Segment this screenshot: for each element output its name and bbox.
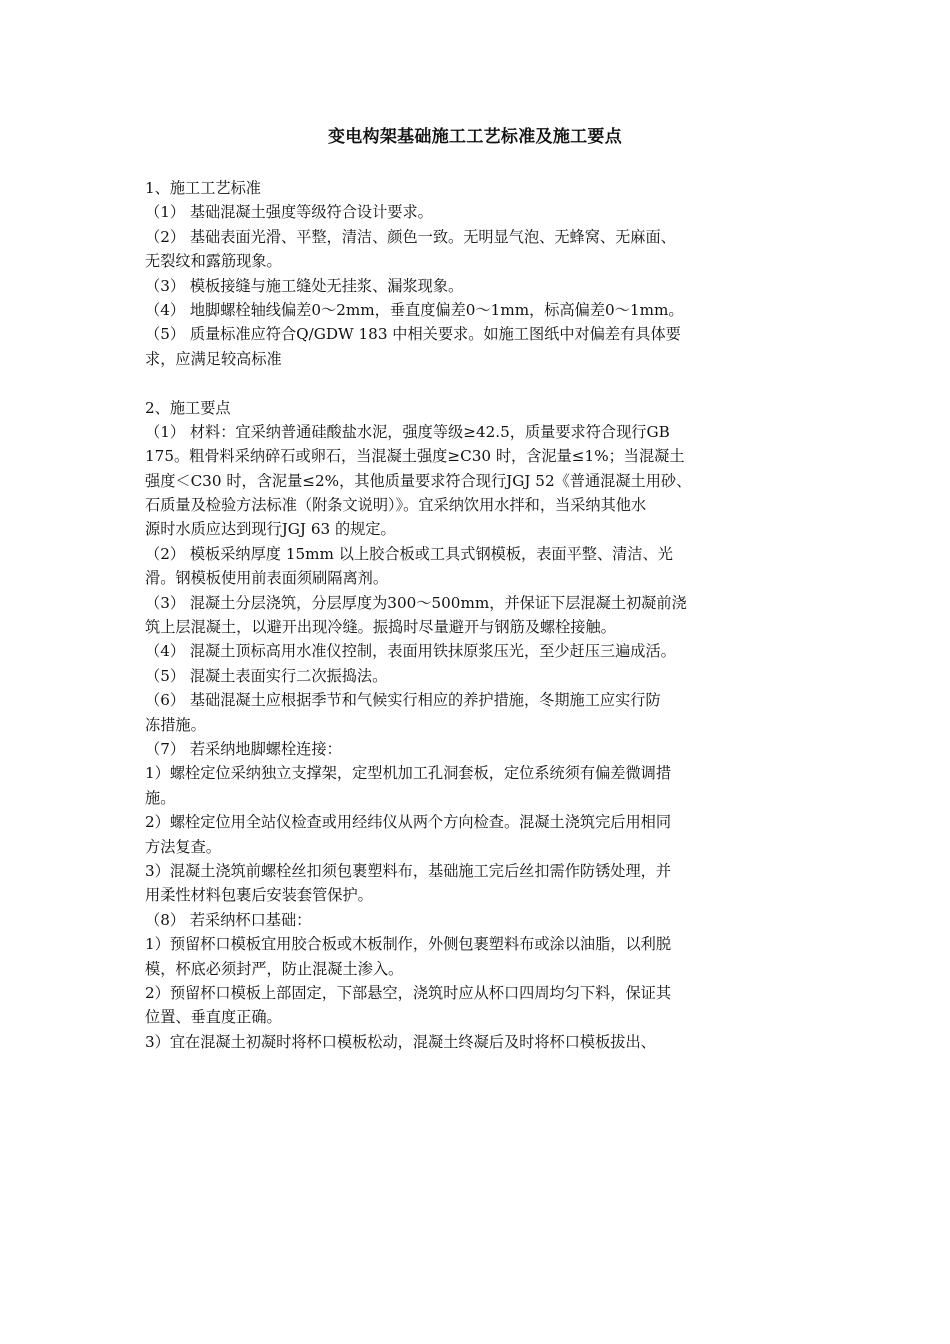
paragraph-line: （7） 若采纳地脚螺栓连接： [145, 739, 342, 758]
document-body [145, 176, 810, 1054]
document-title: 变电构架基础施工工艺标准及施工要点 [327, 127, 623, 147]
paragraph-line: 求，应满足较高标准 [145, 349, 282, 368]
paragraph-line: 强度＜C30 时，含泥量≤2%，其他质量要求符合现行JGJ 52《普通混凝土用砂、 [145, 471, 692, 490]
paragraph-line: （1） 基础混凝土强度等级符合设计要求。 [145, 203, 433, 222]
paragraph-line: 源时水质应达到现行JGJ 63 的规定。 [145, 520, 396, 539]
paragraph-line: 175。粗骨料采纳碎石或卵石，当混凝土强度≥C30 时，含泥量≤1%；当混凝土 [145, 447, 685, 466]
section-heading-standards: 1、施工工艺标准 [145, 179, 261, 197]
paragraph-line: （3） 混凝土分层浇筑，分层厚度为300～500mm，并保证下层混凝土初凝前浇 [145, 593, 687, 612]
paragraph-line: （5） 质量标准应符合Q/GDW 183 中相关要求。如施工图纸中对偏差有具体要 [145, 325, 681, 344]
paragraph-line: 位置、垂直度正确。 [145, 1008, 282, 1027]
paragraph-line: 石质量及检验方法标准（附条文说明）》。宜采纳饮用水拌和，当采纳其他水 [145, 496, 647, 515]
paragraph-line: （8） 若采纳杯口基础： [145, 910, 312, 929]
paragraph-line: 方法复查。 [145, 837, 221, 856]
paragraph-line: 3）混凝土浇筑前螺栓丝扣须包裹塑料布，基础施工完后丝扣需作防锈处理，并 [145, 861, 672, 880]
paragraph-line: （4） 混凝土顶标高用水准仪控制，表面用铁抹原浆压光，至少赶压三遍成活。 [145, 642, 676, 661]
paragraph-line: （1） 材料：宜采纳普通硅酸盐水泥，强度等级≥42.5，质量要求符合现行GB [145, 422, 670, 441]
paragraph-line: 1）螺栓定位采纳独立支撑架，定型机加工孔洞套板，定位系统须有偏差微调措 [145, 764, 672, 783]
paragraph-line: 无裂纹和露筋现象。 [145, 252, 282, 271]
paragraph-line: 2）螺栓定位用全站仪检查或用经纬仪从两个方向检查。混凝土浇筑完后用相同 [145, 813, 672, 832]
section-heading-key-points: 2、施工要点 [145, 398, 231, 417]
paragraph-line: 用柔性材料包裹后安装套管保护。 [145, 886, 373, 905]
paragraph-line: 施。 [145, 788, 176, 807]
paragraph-line: 3）宜在混凝土初凝时将杯口模板松动，混凝土终凝后及时将杯口模板拔出、 [145, 1032, 656, 1051]
paragraph-line: （6） 基础混凝土应根据季节和气候实行相应的养护措施，冬期施工应实行防 [145, 691, 661, 710]
paragraph-line: 筑上层混凝土，以避开出现冷缝。振捣时尽量避开与钢筋及螺栓接触。 [145, 618, 616, 637]
paragraph-line: （5） 混凝土表面实行二次振捣法。 [145, 666, 388, 685]
paragraph-line: 冻措施。 [145, 715, 206, 734]
paragraph-line: （2） 基础表面光滑、平整，清洁、颜色一致。无明显气泡、无蜂窝、无麻面、 [145, 227, 676, 246]
paragraph-line: （4） 地脚螺栓轴线偏差0～2mm，垂直度偏差0～1mm，标高偏差0～1mm。 [145, 300, 684, 319]
paragraph-line: 1）预留杯口模板宜用胶合板或木板制作，外侧包裹塑料布或涂以油脂，以利脱 [145, 935, 672, 954]
blank-line [145, 371, 810, 395]
paragraph-line: 滑。钢模板使用前表面须刷隔离剂。 [145, 569, 388, 588]
paragraph-line: （3） 模板接缝与施工缝处无挂浆、漏浆现象。 [145, 276, 464, 295]
paragraph-line: 2）预留杯口模板上部固定，下部悬空，浇筑时应从杯口四周均匀下料，保证其 [145, 983, 672, 1002]
paragraph-line: （2） 模板采纳厚度 15mm 以上胶合板或工具式钢模板，表面平整、清洁、光 [145, 544, 673, 563]
paragraph-line: 模，杯底必须封严，防止混凝土渗入。 [145, 959, 404, 978]
